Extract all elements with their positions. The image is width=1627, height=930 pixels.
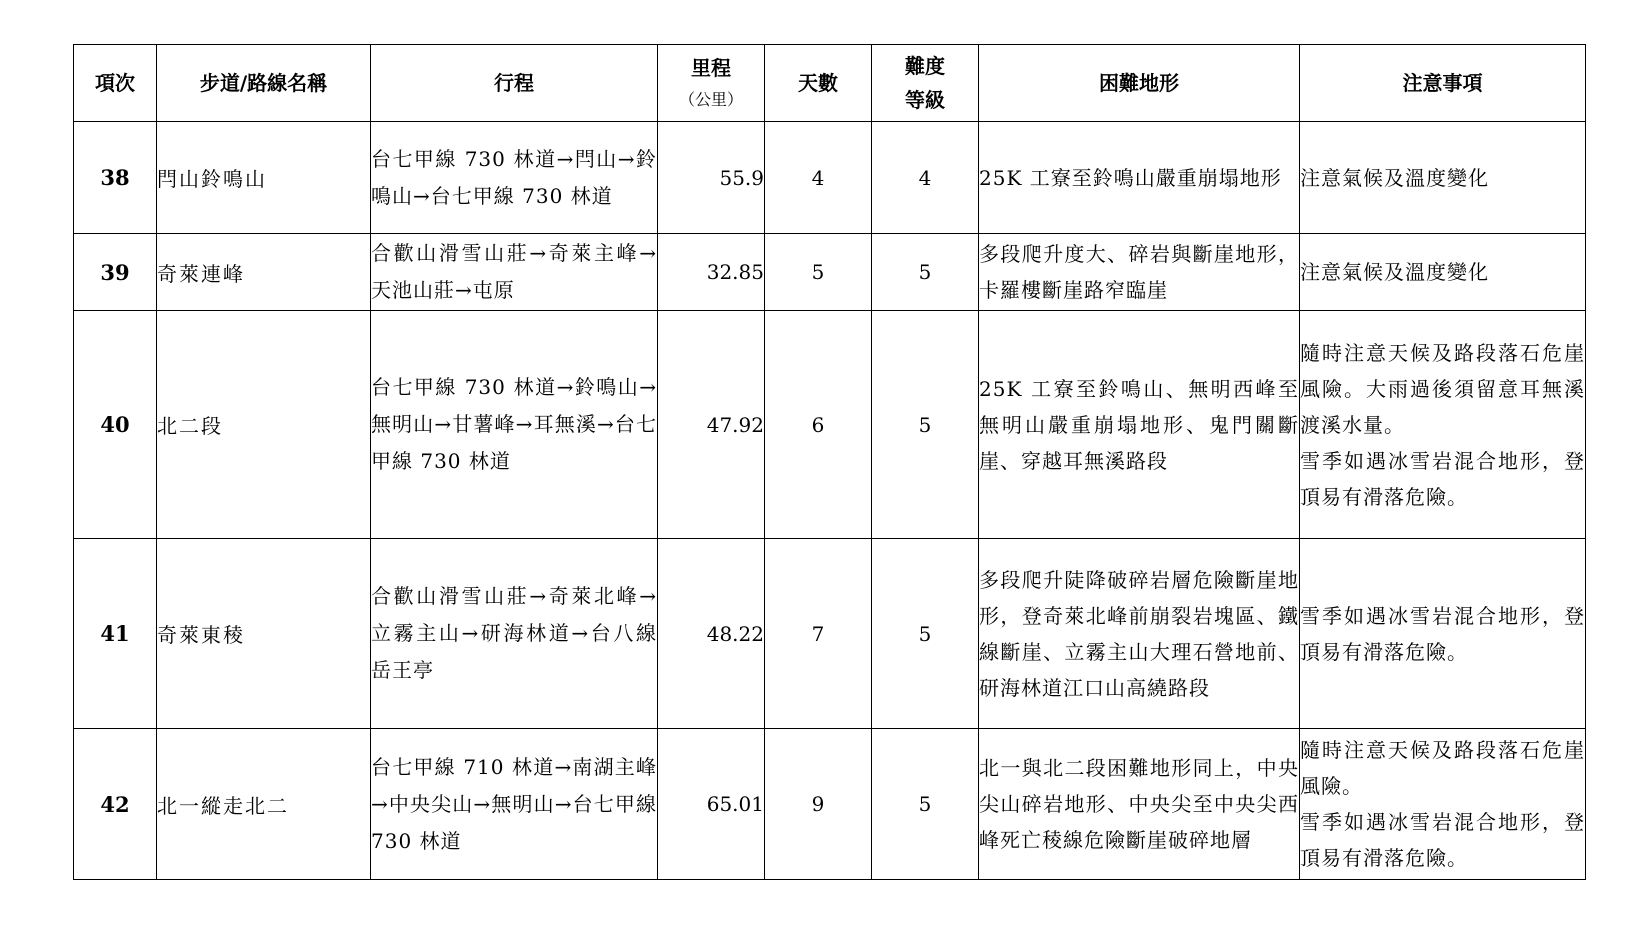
header-difficulty-line2: 等級 <box>905 88 945 112</box>
header-index: 項次 <box>74 45 157 122</box>
header-distance-label: 里程 <box>691 56 731 80</box>
row-note: 雪季如遇冰雪岩混合地形，登頂易有滑落危險。 <box>1300 603 1585 664</box>
row-note: 注意氣候及溫度變化 <box>1300 260 1489 284</box>
row-index: 42 <box>74 729 157 880</box>
row-index: 38 <box>74 122 157 234</box>
row-trail-name: 閂山鈴鳴山 <box>157 122 371 234</box>
row-distance: 55.9 <box>658 122 765 234</box>
row-difficulty: 5 <box>872 234 979 311</box>
row-index: 40 <box>74 311 157 539</box>
row-itinerary: 台七甲線 730 林道→閂山→鈴鳴山→台七甲線 730 林道 <box>371 122 658 234</box>
row-distance: 32.85 <box>658 234 765 311</box>
row-days: 6 <box>765 311 872 539</box>
table-row <box>74 311 1586 539</box>
row-notes <box>1300 311 1586 539</box>
row-itinerary: 合歡山滑雪山莊→奇萊主峰→天池山莊→屯原 <box>371 234 658 311</box>
header-trail-name: 步道/路線名稱 <box>157 45 371 122</box>
row-note: 雪季如遇冰雪岩混合地形，登頂易有滑落危險。 <box>1300 810 1585 870</box>
header-row <box>74 45 1586 122</box>
row-notes <box>1300 234 1586 311</box>
header-distance <box>658 45 765 122</box>
header-terrain: 困難地形 <box>979 45 1300 122</box>
table-row <box>74 539 1586 729</box>
row-days: 9 <box>765 729 872 880</box>
row-difficulty: 5 <box>872 729 979 880</box>
row-difficulty: 4 <box>872 122 979 234</box>
header-difficulty-line1: 難度 <box>905 54 945 78</box>
row-distance: 48.22 <box>658 539 765 729</box>
row-notes <box>1300 122 1586 234</box>
header-days: 天數 <box>765 45 872 122</box>
header-distance-unit: （公里） <box>678 90 743 109</box>
table-row <box>74 122 1586 234</box>
row-note: 隨時注意天候及路段落石危崖風險。大雨過後須留意耳無溪渡溪水量。 <box>1300 340 1585 437</box>
row-days: 7 <box>765 539 872 729</box>
row-index: 41 <box>74 539 157 729</box>
row-notes <box>1300 539 1586 729</box>
row-itinerary: 台七甲線 730 林道→鈴鳴山→無明山→甘薯峰→耳無溪→台七甲線 730 林道 <box>371 311 658 539</box>
row-note: 雪季如遇冰雪岩混合地形，登頂易有滑落危險。 <box>1300 448 1585 509</box>
row-days: 4 <box>765 122 872 234</box>
row-trail-name: 北一縱走北二 <box>157 729 371 880</box>
table-row <box>74 729 1586 880</box>
row-trail-name: 奇萊連峰 <box>157 234 371 311</box>
header-difficulty <box>872 45 979 122</box>
row-terrain: 多段爬升度大、碎岩與斷崖地形，卡羅樓斷崖路窄臨崖 <box>979 234 1300 311</box>
row-note: 注意氣候及溫度變化 <box>1300 165 1489 190</box>
row-days: 5 <box>765 234 872 311</box>
row-itinerary: 合歡山滑雪山莊→奇萊北峰→立霧主山→研海林道→台八線岳王亭 <box>371 539 658 729</box>
row-difficulty: 5 <box>872 311 979 539</box>
row-terrain: 25K 工寮至鈴鳴山、無明西峰至無明山嚴重崩塌地形、鬼門關斷崖、穿越耳無溪路段 <box>979 311 1300 539</box>
row-terrain: 25K 工寮至鈴鳴山嚴重崩塌地形 <box>979 122 1300 234</box>
table-row <box>74 234 1586 311</box>
row-trail-name: 奇萊東稜 <box>157 539 371 729</box>
row-terrain: 多段爬升陡降破碎岩層危險斷崖地形，登奇萊北峰前崩裂岩塊區、鐵線斷崖、立霧主山大理石營地前、研海林道江口山高繞路段 <box>979 539 1300 729</box>
row-index: 39 <box>74 234 157 311</box>
row-notes <box>1300 729 1586 880</box>
header-notes: 注意事項 <box>1300 45 1586 122</box>
row-trail-name: 北二段 <box>157 311 371 539</box>
header-itinerary: 行程 <box>371 45 658 122</box>
row-itinerary: 台七甲線 710 林道→南湖主峰→中央尖山→無明山→台七甲線 730 林道 <box>371 729 658 880</box>
row-distance: 65.01 <box>658 729 765 880</box>
trail-table <box>73 44 1586 880</box>
row-difficulty: 5 <box>872 539 979 729</box>
row-distance: 47.92 <box>658 311 765 539</box>
row-terrain: 北一與北二段困難地形同上，中央尖山碎岩地形、中央尖至中央尖西峰死亡稜線危險斷崖破碎地層 <box>979 729 1300 880</box>
row-note: 隨時注意天候及路段落石危崖風險。 <box>1300 738 1585 798</box>
